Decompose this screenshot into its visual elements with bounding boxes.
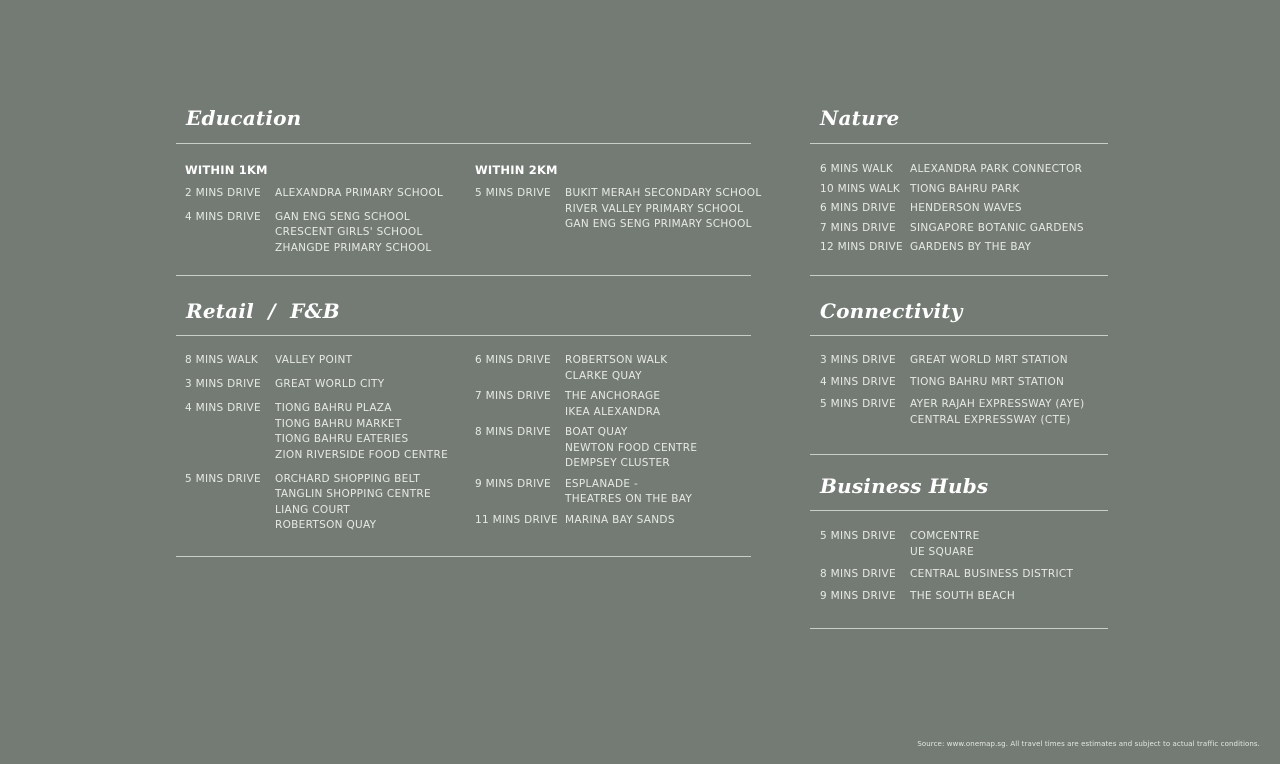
connectivity-section (810, 293, 1108, 458)
education-bottom-rule (176, 275, 751, 276)
travel-row (475, 513, 697, 529)
destination: CLARKE QUAY (565, 369, 642, 382)
destination: RIVER VALLEY PRIMARY SCHOOL (565, 202, 744, 215)
destination-list (275, 377, 384, 393)
destination: VALLEY POINT (275, 354, 353, 366)
destination-list (565, 425, 697, 472)
destination-list (910, 375, 1064, 391)
destination: COMCENTRE (910, 530, 980, 542)
destination: TIONG BAHRU MARKET (275, 417, 402, 430)
destination: UE SQUARE (910, 545, 975, 558)
travel-row (820, 397, 1085, 428)
destination: GAN ENG SENG SCHOOL (275, 210, 411, 223)
col-heading: WITHIN 2KM (475, 163, 558, 177)
destination-list (275, 401, 448, 463)
travel-time: 6 MINS DRIVE (475, 354, 551, 366)
travel-time: 5 MINS DRIVE (820, 530, 896, 542)
retail-bottom-rule (176, 556, 751, 557)
travel-row (475, 477, 697, 508)
destination: ALEXANDRA PARK CONNECTOR (910, 163, 1083, 175)
destination-list (910, 589, 1015, 605)
destination: CRESCENT GIRLS' SCHOOL (275, 226, 423, 238)
retail-section (176, 293, 751, 563)
travel-row (820, 221, 1084, 237)
business-top-rule (810, 510, 1108, 511)
destination-list (565, 477, 692, 508)
destination-list (910, 240, 1031, 256)
retail-col-left (185, 353, 448, 534)
destination-list (910, 221, 1084, 237)
travel-time: 6 MINS WALK (820, 163, 894, 175)
nature-section (810, 100, 1108, 280)
destination: HENDERSON WAVES (910, 202, 1022, 214)
nature-title: Nature (820, 106, 900, 130)
destination-list (275, 210, 432, 257)
destination-list (565, 513, 675, 529)
travel-row (820, 162, 1084, 178)
travel-time: 6 MINS DRIVE (820, 202, 896, 214)
destination: GREAT WORLD CITY (275, 378, 385, 390)
travel-row (185, 186, 443, 202)
destination-list (565, 389, 660, 420)
destination-list (910, 162, 1082, 178)
travel-time: 9 MINS DRIVE (820, 589, 896, 602)
travel-time: 5 MINS DRIVE (185, 472, 261, 485)
destination: AYER RAJAH EXPRESSWAY (AYE) (910, 398, 1085, 410)
destination: LIANG COURT (275, 503, 350, 516)
destination: ZHANGDE PRIMARY SCHOOL (275, 241, 432, 254)
source-note: Source: www.onemap.sg. All travel times are estimates and subject to actual traffic conditions. (917, 740, 1260, 748)
destination: GREAT WORLD MRT STATION (910, 354, 1068, 366)
destination: ZION RIVERSIDE FOOD CENTRE (275, 448, 449, 461)
connectivity-bottom-rule (810, 454, 1108, 455)
destination: ESPLANADE - (565, 477, 639, 490)
retail-col-right (475, 353, 697, 528)
destination: TIONG BAHRU PLAZA (275, 402, 392, 414)
retail-title: Retail / F&B (186, 299, 340, 323)
travel-row (820, 240, 1084, 256)
travel-row (185, 377, 448, 393)
travel-row (820, 589, 1073, 605)
business-list (820, 529, 1073, 604)
destination-list (910, 397, 1085, 428)
travel-time: 11 MINS DRIVE (475, 513, 558, 526)
destination: ROBERTSON WALK (565, 354, 668, 366)
travel-row (475, 353, 697, 384)
destination: MARINA BAY SANDS (565, 513, 675, 526)
education-top-rule (176, 143, 751, 144)
destination: CENTRAL EXPRESSWAY (CTE) (910, 413, 1071, 426)
destination: BOAT QUAY (565, 426, 628, 438)
travel-time: 2 MINS DRIVE (185, 187, 261, 199)
destination-list (910, 353, 1068, 369)
travel-time: 8 MINS DRIVE (820, 567, 896, 580)
education-col-2km (475, 163, 761, 233)
travel-row (820, 182, 1084, 198)
travel-time: 12 MINS DRIVE (820, 241, 903, 253)
destination-list (275, 353, 352, 369)
destination: DEMPSEY CLUSTER (565, 457, 671, 469)
travel-time: 3 MINS DRIVE (185, 378, 261, 390)
travel-row (185, 401, 448, 463)
destination: THEATRES ON THE BAY (565, 493, 693, 505)
destination: ROBERTSON QUAY (275, 519, 377, 531)
travel-time: 7 MINS DRIVE (475, 390, 551, 402)
destination-list (565, 353, 667, 384)
destination: TANGLIN SHOPPING CENTRE (275, 488, 431, 500)
travel-time: 5 MINS DRIVE (475, 187, 551, 199)
destination-list (910, 201, 1022, 217)
destination: ORCHARD SHOPPING BELT (275, 472, 421, 485)
travel-time: 4 MINS DRIVE (185, 210, 261, 223)
travel-time: 10 MINS WALK (820, 182, 901, 195)
travel-time: 4 MINS DRIVE (185, 402, 261, 414)
travel-time: 5 MINS DRIVE (820, 398, 896, 410)
destination: NEWTON FOOD CENTRE (565, 441, 698, 454)
destination: BUKIT MERAH SECONDARY SCHOOL (565, 187, 762, 199)
destination-list (910, 182, 1020, 198)
nature-list (820, 162, 1084, 256)
destination: TIONG BAHRU MRT STATION (910, 376, 1065, 388)
business-section (810, 468, 1108, 633)
travel-row (820, 201, 1084, 217)
travel-row (820, 375, 1085, 391)
travel-row (475, 389, 697, 420)
education-col-1km (185, 163, 443, 256)
destination-list (275, 472, 431, 534)
connectivity-title: Connectivity (820, 299, 963, 323)
connectivity-top-rule (810, 335, 1108, 336)
destination: THE SOUTH BEACH (910, 589, 1016, 602)
destination: THE ANCHORAGE (565, 390, 661, 402)
nature-bottom-rule (810, 275, 1108, 276)
retail-top-rule (176, 335, 751, 336)
travel-row (185, 210, 443, 257)
destination: TIONG BAHRU PARK (910, 182, 1020, 195)
travel-row (820, 353, 1085, 369)
destination-list (275, 186, 443, 202)
education-title: Education (186, 106, 302, 130)
travel-row (185, 472, 448, 534)
travel-time: 7 MINS DRIVE (820, 221, 896, 234)
travel-time: 4 MINS DRIVE (820, 376, 896, 388)
destination: TIONG BAHRU EATERIES (275, 433, 409, 445)
travel-row (820, 567, 1073, 583)
destination: SINGAPORE BOTANIC GARDENS (910, 221, 1084, 234)
nature-top-rule (810, 143, 1108, 144)
destination: ALEXANDRA PRIMARY SCHOOL (275, 187, 444, 199)
destination: CENTRAL BUSINESS DISTRICT (910, 567, 1074, 580)
travel-time: 3 MINS DRIVE (820, 354, 896, 366)
col-heading: WITHIN 1KM (185, 163, 268, 177)
destination: IKEA ALEXANDRA (565, 405, 661, 418)
connectivity-list (820, 353, 1085, 428)
travel-time: 8 MINS DRIVE (475, 426, 551, 438)
travel-time: 8 MINS WALK (185, 354, 259, 366)
business-title: Business Hubs (820, 474, 989, 498)
travel-row (475, 425, 697, 472)
travel-row (185, 353, 448, 369)
travel-time: 9 MINS DRIVE (475, 477, 551, 490)
education-section (176, 100, 762, 280)
destination: GAN ENG SENG PRIMARY SCHOOL (565, 218, 752, 230)
travel-row (820, 529, 1073, 560)
travel-row (475, 186, 761, 233)
business-bottom-rule (810, 628, 1108, 629)
destination-list (910, 529, 980, 560)
destination-list (565, 186, 761, 233)
destination-list (910, 567, 1073, 583)
destination: GARDENS BY THE BAY (910, 241, 1032, 253)
